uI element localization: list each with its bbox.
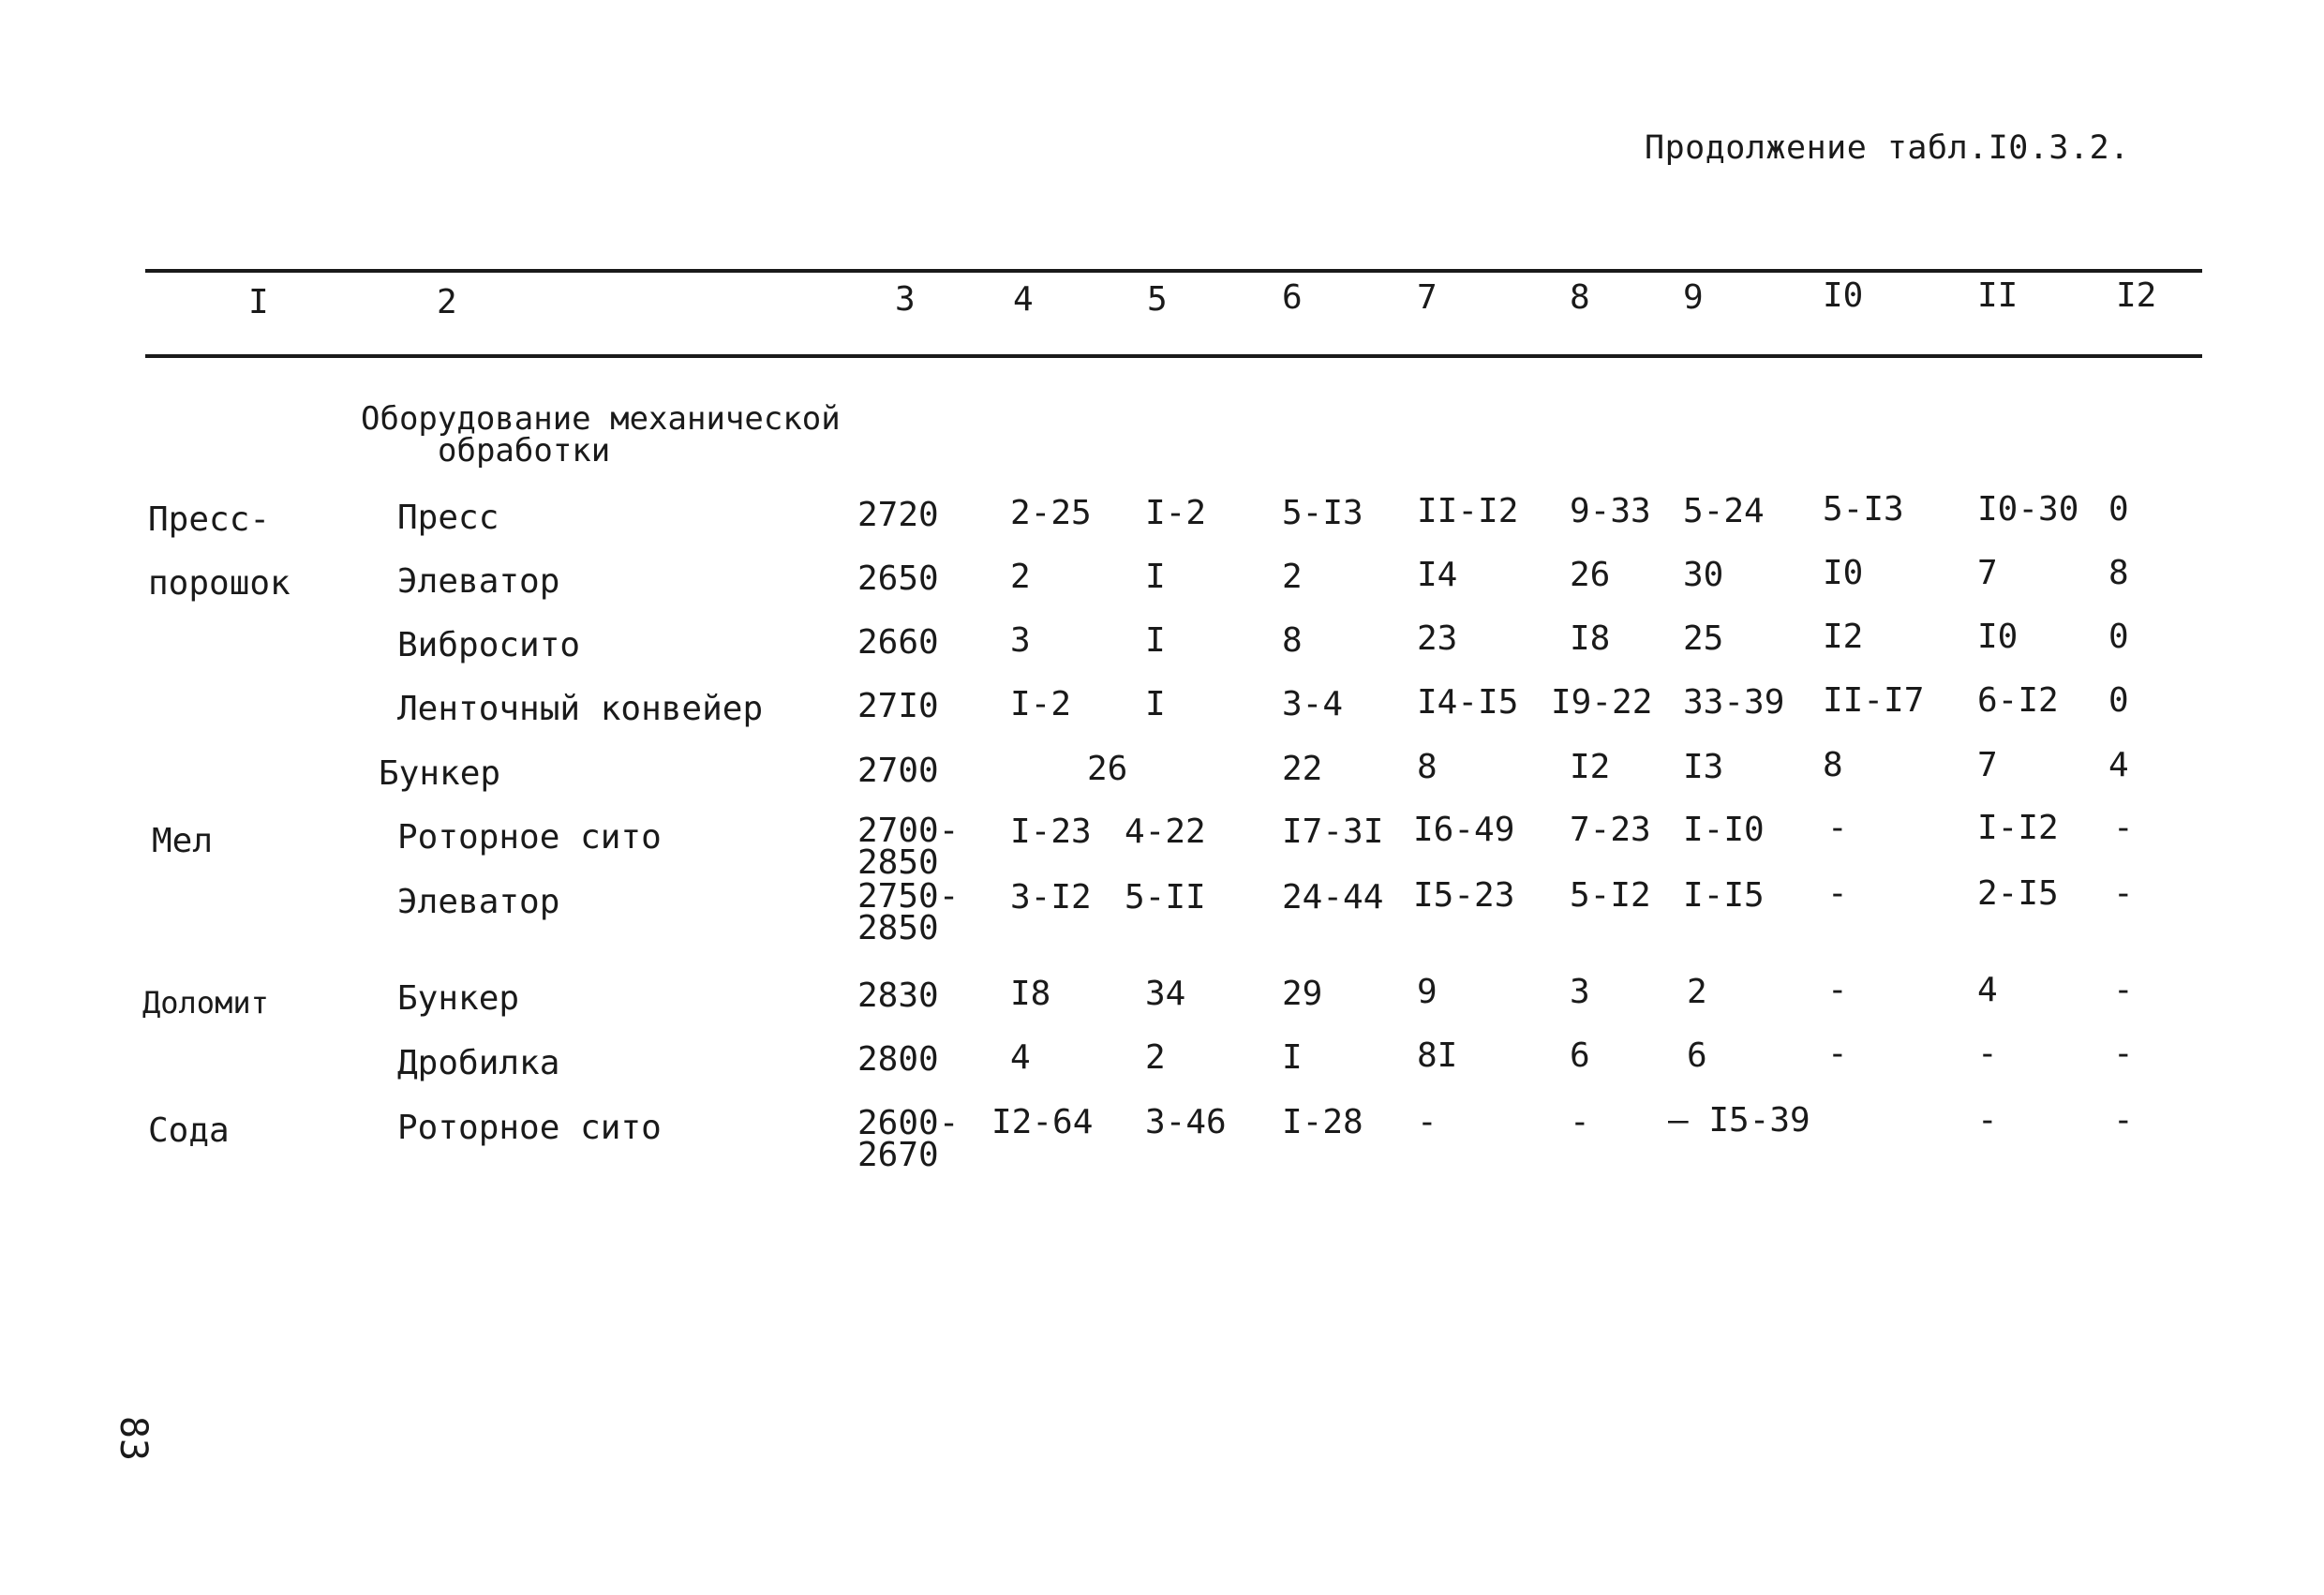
row-cell-col5: I [1145,685,1166,723]
row-density: 2720 [857,496,939,534]
row-cell-col7: 8 [1417,748,1438,786]
row-cell-col12: 0 [2108,681,2129,720]
row-cell-col7: I6-49 [1413,811,1515,849]
row-cell-col6: 2 [1282,558,1303,596]
row-cell-col6: 29 [1282,975,1323,1013]
row-cell-col12: 0 [2108,490,2129,529]
row-equipment-name: Вибросито [397,626,581,664]
row-density: 2830 [857,976,939,1015]
row-cell-col8: I9-22 [1551,683,1653,722]
row-cell-col11: - [1977,1101,1998,1140]
row-cell-col7: I4 [1417,556,1458,594]
row-equipment-name: Дробилка [397,1044,560,1082]
row-cell-col10: - [1827,971,1848,1009]
row-cell-col11: I-I2 [1977,809,2059,847]
column-header-11: II [1977,276,2019,315]
row-cell-col4: I-23 [1010,812,1092,851]
row-cell-col4: 4 [1010,1038,1031,1077]
row-cell-col7: I5-23 [1413,876,1515,915]
header-top-rule [145,269,2202,273]
column-header-9: 9 [1683,278,1704,317]
row-cell-col5: I [1145,621,1166,660]
row-cell-col11: I0-30 [1977,490,2079,529]
row-cell-col5: 4-22 [1125,812,1206,851]
row-cell-col12: - [2113,971,2134,1009]
row-cell-col4: I8 [1010,975,1051,1013]
row-cell-col6: I [1282,1038,1303,1077]
row-cell-col8: I8 [1570,619,1611,658]
column-header-6: 6 [1282,278,1303,317]
row-cell-col11: 7 [1977,554,1998,592]
row-cell-col4-5: 26 [1087,750,1128,788]
row-cell-col8: 5-I2 [1570,876,1651,915]
row-cell-col8: 9-33 [1570,492,1651,530]
column-header-5: 5 [1147,280,1168,319]
row-cell-col12: 0 [2108,618,2129,656]
row-cell-col11: 4 [1977,971,1998,1009]
row-cell-col4: 2-25 [1010,494,1092,532]
column-header-4: 4 [1013,280,1034,319]
row-cell-col7: - [1417,1103,1438,1141]
row-cell-col12: - [2113,874,2134,913]
row-equipment-name: Ленточный конвейер [397,690,764,728]
row-cell-col11: 6-I2 [1977,681,2059,720]
row-cell-col9: I3 [1683,748,1724,786]
row-cell-col9: 30 [1683,556,1724,594]
row-cell-col12: - [2113,1035,2134,1073]
row-density: 2750- 2850 [857,877,960,947]
row-cell-col5: 3-46 [1145,1103,1227,1141]
column-header-12: I2 [2116,276,2157,315]
row-cell-col7: 8I [1417,1036,1458,1075]
row-cell-col10: 5-I3 [1823,490,1904,529]
column-header-7: 7 [1417,278,1438,317]
row-density: 2600- 2670 [857,1104,960,1174]
row-group-label: Мел [152,822,214,860]
row-cell-col12: 8 [2108,554,2129,592]
row-equipment-name: Роторное сито [397,818,662,857]
row-cell-col4: 3-I2 [1010,878,1092,917]
row-group-label: Доломит [142,985,269,1021]
column-header-2: 2 [437,283,457,321]
column-header-8: 8 [1570,278,1590,317]
row-group-label: порошок [148,564,290,603]
row-cell-col5: 5-II [1125,878,1206,917]
row-cell-col8: - [1570,1103,1590,1141]
row-density: 2800 [857,1040,939,1079]
row-cell-col10: I2 [1823,618,1864,656]
row-cell-col12: 4 [2108,746,2129,784]
row-density: 2700 [857,752,939,790]
row-cell-col9: I-I0 [1683,811,1765,849]
row-equipment-name: Элеватор [397,883,560,921]
row-cell-col5: I-2 [1145,494,1207,532]
table-caption: Продолжение табл.I0.3.2. [1645,129,2130,167]
row-cell-col9: I-I5 [1683,876,1765,915]
row-group-label: Пресс- [148,500,271,539]
column-header-1: I [248,283,269,321]
section-heading-line1: Оборудование механической [361,400,841,438]
row-cell-col11: 7 [1977,746,1998,784]
row-cell-col12: - [2113,1101,2134,1140]
row-cell-col4: 3 [1010,621,1031,660]
column-header-10: I0 [1823,276,1864,315]
row-cell-col6: 8 [1282,621,1303,660]
row-cell-col5: I [1145,558,1166,596]
row-cell-col9: 25 [1683,619,1724,658]
header-bottom-rule [145,354,2202,358]
row-equipment-name: Элеватор [397,562,560,601]
row-cell-col10: 8 [1823,746,1843,784]
row-cell-col4: I2-64 [991,1103,1094,1141]
row-cell-col9: 5-24 [1683,492,1765,530]
row-cell-col8: 7-23 [1570,811,1651,849]
row-cell-col6: 22 [1282,750,1323,788]
row-cell-col5: 34 [1145,975,1186,1013]
row-cell-col10: II-I7 [1823,681,1925,720]
row-cell-col5: 2 [1145,1038,1166,1077]
row-equipment-name: Роторное сито [397,1109,662,1147]
section-heading [361,400,841,470]
row-cell-col10: - [1827,809,1848,847]
row-cell-col8: 26 [1570,556,1611,594]
row-cell-col8: 3 [1570,973,1590,1011]
row-cell-col8: I2 [1570,748,1611,786]
row-cell-col4: 2 [1010,558,1031,596]
row-cell-col7: I4-I5 [1417,683,1519,722]
row-group-label: Сода [148,1111,230,1150]
row-cell-col9: 33-39 [1683,683,1785,722]
page-number: 83 [112,1415,156,1462]
row-cell-col7: 23 [1417,619,1458,658]
row-cell-col6: I-28 [1282,1103,1363,1141]
row-density: 2650 [857,559,939,598]
row-cell-col9: 2 [1687,973,1707,1011]
row-cell-col7: II-I2 [1417,492,1519,530]
row-cell-col6: 24-44 [1282,878,1384,917]
row-cell-col11: - [1977,1035,1998,1073]
row-density: 2700- 2850 [857,812,960,882]
row-cell-col9-10: — I5-39 [1668,1101,1810,1140]
row-density: 2660 [857,623,939,662]
row-cell-col11: I0 [1977,618,2019,656]
row-cell-col10: - [1827,1035,1848,1073]
row-density: 27I0 [857,687,939,725]
row-cell-col10: I0 [1823,554,1864,592]
row-cell-col6: 5-I3 [1282,494,1363,532]
row-cell-col9: 6 [1687,1036,1707,1075]
row-equipment-name: Пресс [397,499,499,537]
row-cell-col6: I7-3I [1282,812,1384,851]
row-equipment-name: Бункер [397,979,520,1018]
row-cell-col7: 9 [1417,973,1438,1011]
section-heading-line2: обработки [438,432,611,470]
row-equipment-name: Бункер [379,754,501,793]
row-cell-col6: 3-4 [1282,685,1344,723]
column-header-3: 3 [895,280,916,319]
row-cell-col4: I-2 [1010,685,1072,723]
row-cell-col8: 6 [1570,1036,1590,1075]
row-cell-col10: - [1827,874,1848,913]
row-cell-col12: - [2113,809,2134,847]
row-cell-col11: 2-I5 [1977,874,2059,913]
